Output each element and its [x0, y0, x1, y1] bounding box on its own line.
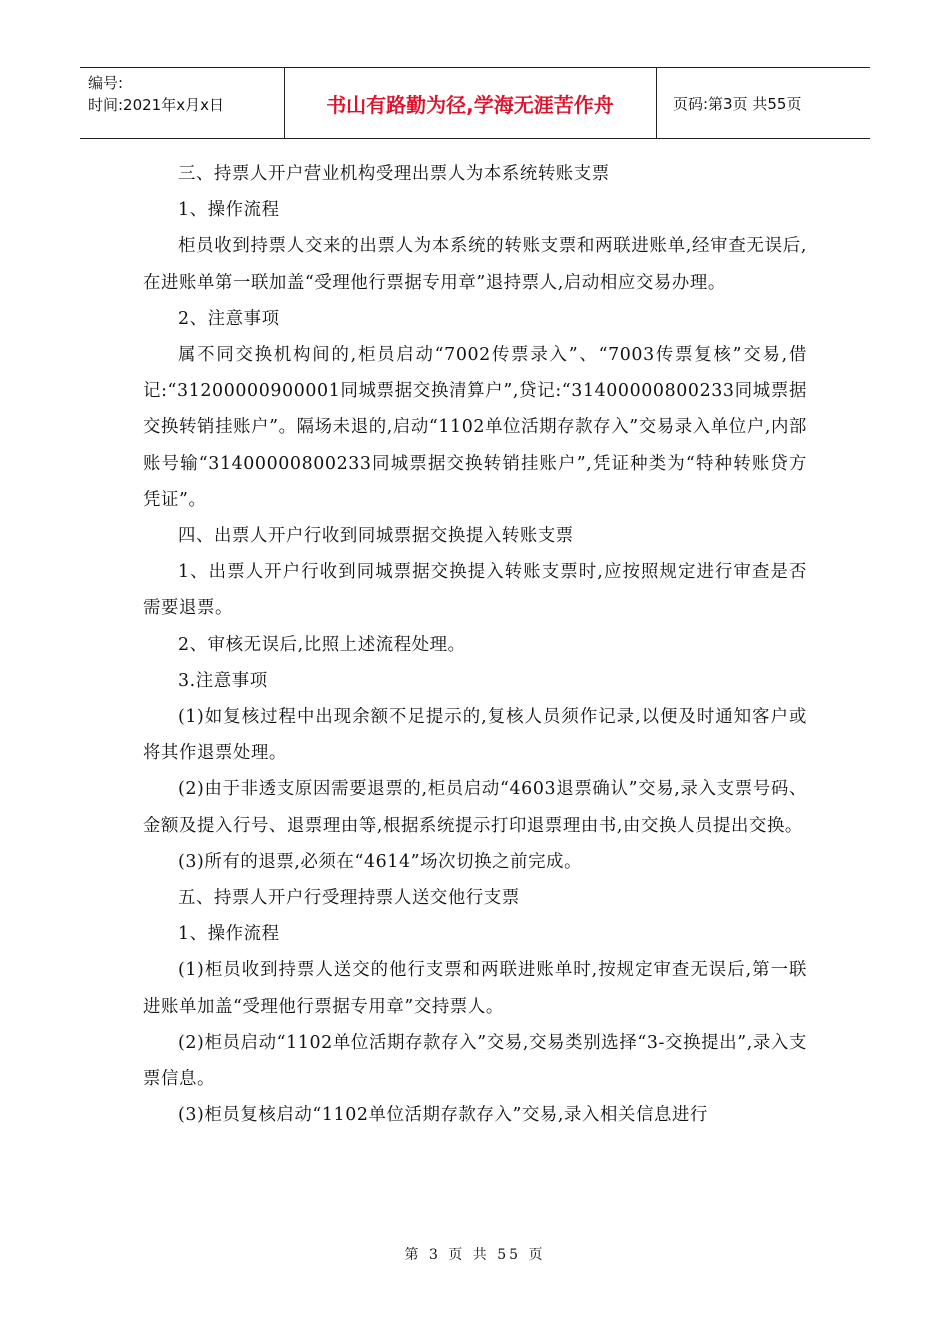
- paragraph: (3)柜员复核启动“1102单位活期存款存入”交易,录入相关信息进行: [178, 1105, 708, 1126]
- header-page-text: 页码:第3页 共55页: [673, 94, 802, 113]
- header-motto: 书山有路勤为径,学海无涯苦作舟: [326, 92, 614, 117]
- section-heading: 五、持票人开户行受理持票人送交他行支票: [178, 888, 520, 909]
- paragraph: (3)所有的退票,必须在“4614”场次切换之前完成。: [178, 851, 583, 872]
- document-body: [143, 156, 807, 1133]
- subheading: 1、操作流程: [178, 924, 280, 945]
- header-left-cell: [88, 72, 288, 116]
- section-heading: 三、持票人开户营业机构受理出票人为本系统转账支票: [178, 164, 610, 184]
- paragraph: (1)柜员收到持票人送交的他行支票和两联进账单时,按规定审查无误后,第一联进账单加盖“受理他行票据专用章”交持票人。: [143, 960, 807, 1017]
- header-date: 时间:2021年x月x日: [88, 96, 224, 114]
- header-divider: [656, 68, 657, 138]
- paragraph: (1)如复核过程中出现余额不足提示的,复核人员须作记录,以便及时通知客户或将其作退票处理。: [143, 707, 807, 764]
- subheading: 1、操作流程: [178, 200, 280, 221]
- subheading: 3.注意事项: [178, 670, 268, 691]
- paragraph: (2)由于非透支原因需要退票的,柜员启动“4603退票确认”交易,录入支票号码、金额及提入行号、退票理由等,根据系统提示打印退票理由书,由交换人员提出交换。: [143, 779, 807, 836]
- paragraph: (2)柜员启动“1102单位活期存款存入”交易,交易类别选择“3-交换提出”,录入支票信息。: [143, 1032, 807, 1090]
- subheading: 2、注意事项: [178, 308, 280, 329]
- paragraph: 柜员收到持票人交来的出票人为本系统的转账支票和两联进账单,经审查无误后,在进账单第一联加盖“受理他行票据专用章”退持票人,启动相应交易办理。: [143, 236, 807, 293]
- document-header: [80, 67, 870, 139]
- paragraph: 属不同交换机构间的,柜员启动“7002传票录入”、“7003传票复核”交易,借记:“31200000900001同城票据交换清算户”,贷记:“31400000800233同城票据交换转销挂账户”。隔场未退的,启动“1102单位活期存款存入”交易录入单位户,内部账号输“31400000800233同城票据交换转销挂账户”,凭证种类为“特种转账贷方凭证”。: [143, 345, 807, 510]
- section-heading: 四、出票人开户行收到同城票据交换提入转账支票: [178, 526, 574, 547]
- header-number: 编号:: [88, 74, 124, 92]
- paragraph: 2、审核无误后,比照上述流程处理。: [178, 634, 466, 655]
- page-footer: 第 3 页 共 55 页: [404, 1247, 546, 1263]
- paragraph: 1、出票人开户行收到同城票据交换提入转账支票时,应按照规定进行审查是否需要退票。: [143, 562, 807, 619]
- header-page-info: [665, 68, 870, 138]
